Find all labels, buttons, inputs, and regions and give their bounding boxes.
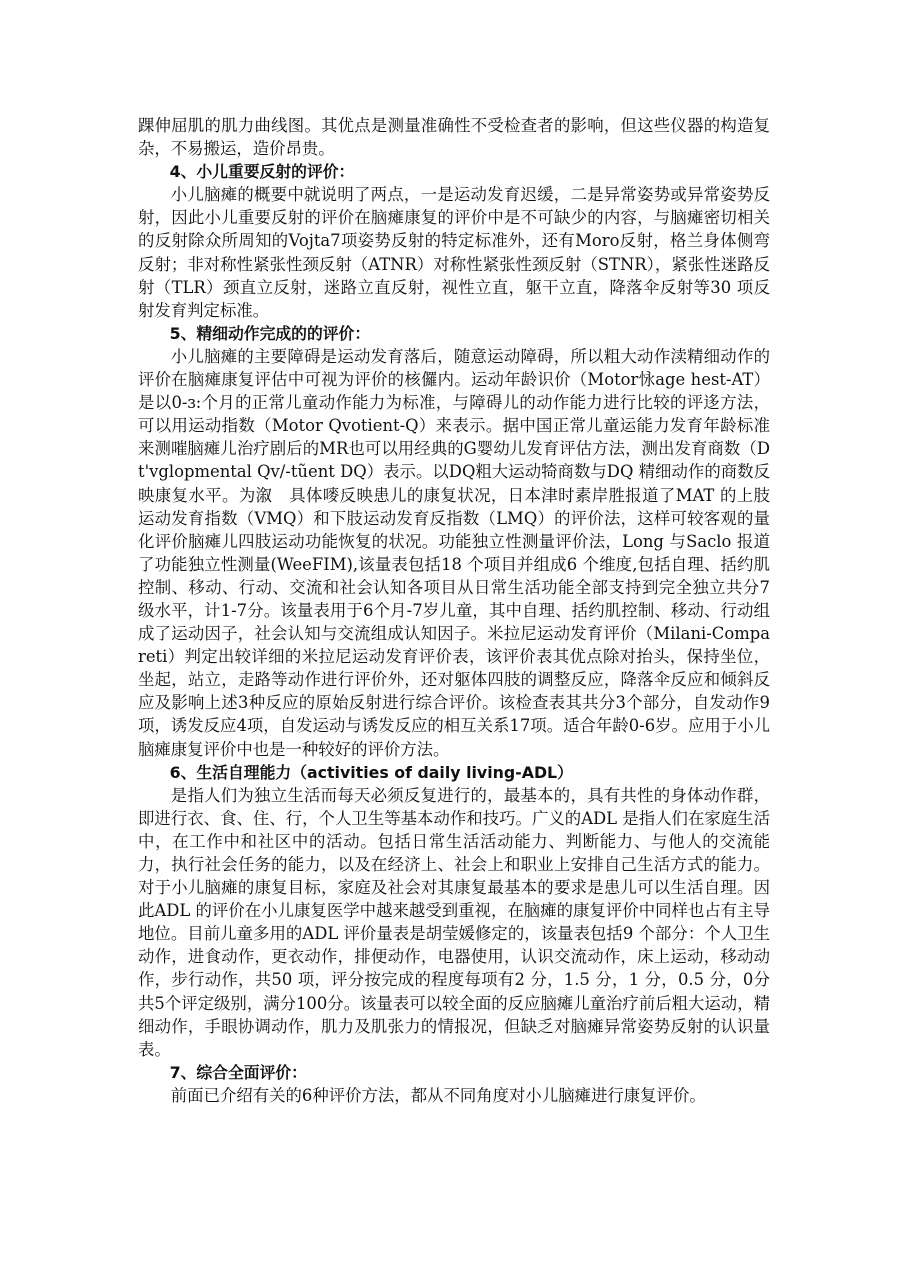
section-body-adl: 是指人们为独立生活而每天必须反复进行的，最基本的，具有共性的身体动作群，即进行衣、食、住、行，个人卫生等基本动作和技巧。广义的ADL 是指人们在家庭生活中，在工作中和社区中的活动。包括日常生活活动能力、判断能力、与他人的交流能力，执行社会任务的能力，以及在经济上、社会上和职业上安排自己生活方式的能力。对于小儿脑瘫的康复目标，家庭及社会对其康复最基本的要求是患儿可以生活自理。因此ADL 的评价在小儿康复医学中越来越受到重视，在脑瘫的康复评价中同样也占有主导地位。目前儿童多用的ADL 评价量表是胡莹媛修定的，该量表包括9 个部分：个人卫生动作，进食动作，更衣动作，排便动作，电器使用，认识交流动作，床上运动，移动动作，步行动作，共50 项，评分按完成的程度每项有2 分，1.5 分，1 分，0.5 分，0分共5个评定级别，满分100分。该量表可以较全面的反应脑瘫儿童治疗前后粗大运动，精细动作，手眼协调动作，肌力及肌张力的情报况，但缺乏对脑瘫异常姿势反射的认识量表。 bbox=[138, 785, 770, 1059]
document-page bbox=[138, 114, 770, 1107]
section-body-fine-motor: 小儿脑瘫的主要障碍是运动发育落后，随意运动障碍，所以粗大动作渎精细动作的评价在脑瘫康复评估中可视为评价的核儸内。运动年龄识价（Motor怺age hest-AT）是以0-ɜ:个月的正常儿童动作能力为标准，与障碍儿的动作能力进行比较的评迻方法，可以用运动指数（Motor Qvotient-Q）来表示。据中国正常儿童运能力发育年龄标准来测嗺脑瘫儿治疗剧后的MR也可以用经典的G婴幼儿发育评估方法，测出发育商数（Dt'vglopmental Qv/-tũent DQ）表示。以DQ粗大运动犄商数与DQ 精细动作的商数反映康复水平。为溆 具体嘜反映患儿的康复状况，日本津时素岸胜报道了MAT 的上肢运动发育指数（VMQ）和下肢运动发育反指数（LMQ）的评价法，这样可较客观的量化评价脑瘫儿四肢运动功能恢复的状况。功能独立性测量评价法，Long 与Saclo 报道了功能独立性测量(WeeFIM),该量表包括18 个项目并组成6 个维度,包括自理、括约肌控制、移动、行动、交流和社会认知各项目从日常生活功能全部支持到完全独立共分7级水平，计1-7分。该量表用于6个月-7岁儿童，其中自理、括约肌控制、移动、行动组成了运动因子，社会认知与交流组成认知因子。米拉尼运动发育评价（Milani-Compareti）判定出较详细的米拉尼运动发育评价表，该评价表其优点除对抬头，保持坐位，坐起，站立，走路等动作进行评价外，还对躯体四肢的调整反应，降落伞反应和倾斜反应及影响上述3种反应的原始反射进行综合评价。该检查表其共分3个部分，自发动作9项，诱发反应4项，自发运动与诱发反应的相互关系17项。适合年龄0-6岁。应用于小儿脑瘫康复评价中也是一种较好的评价方法。 bbox=[138, 346, 770, 759]
section-heading-reflex: 4、小儿重要反射的评价： bbox=[169, 162, 355, 182]
section-heading-fine-motor: 5、精细动作完成的的评价： bbox=[169, 323, 371, 343]
section-body-reflex: 小儿脑瘫的概要中就说明了两点，一是运动发育迟缓，二是异常姿势或异常姿势反射，因此小儿重要反射的评价在脑瘫康复的评价中是不可缺少的内容，与脑瘫密切相关的反射除众所周知的Vojta7项姿势反射的特定标准外，还有Moro反射，格兰身体侧弯反射；非对称性紧张性颈反射（ATNR）对称性紧张性颈反射（STNR），紧张性迷路反射（TLR）颈直立反射，迷路立直反射，视性立直，躯干立直，降落伞反射等30 项反射发育判定标准。 bbox=[138, 185, 770, 320]
section-body-comprehensive: 前面已介绍有关的6种评价方法，都从不同角度对小儿脑瘫进行康复评价。 bbox=[170, 1085, 706, 1105]
section-heading-adl: 6、生活自理能力（activities of daily living-ADL） bbox=[169, 762, 573, 782]
continuation-paragraph: 踝伸屈肌的肌力曲线图。其优点是测量准确性不受检查者的影响，但这些仪器的构造复杂，不易搬运，造价昂贵。 bbox=[138, 116, 770, 159]
section-heading-comprehensive: 7、综合全面评价： bbox=[169, 1062, 307, 1082]
